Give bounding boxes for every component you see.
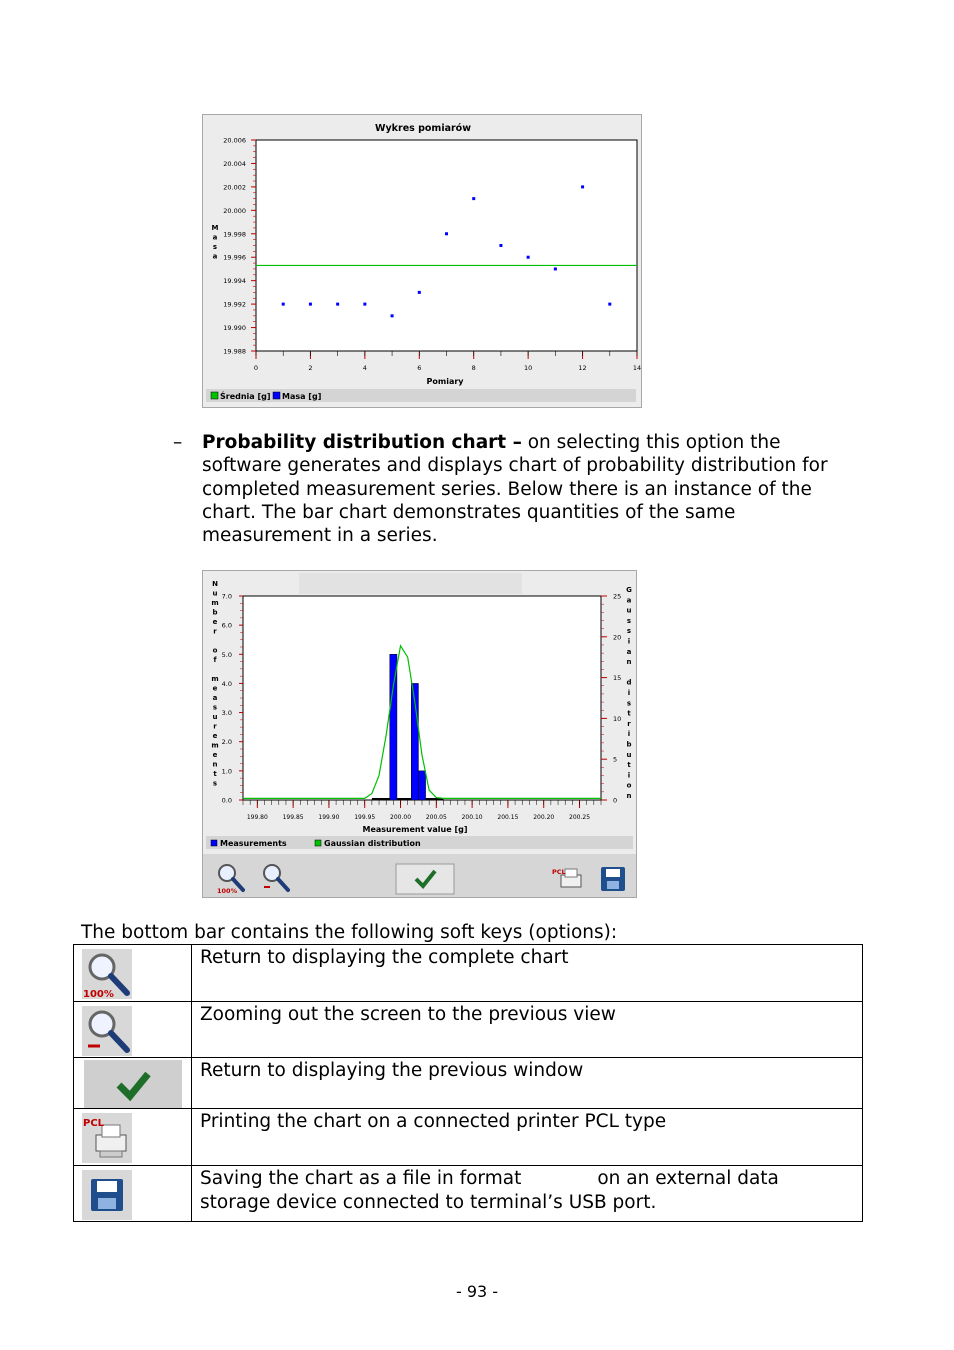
chart2-y-right-label-char: r <box>627 719 631 728</box>
legend-swatch-mass <box>273 392 280 399</box>
key-desc-save: Saving the chart as a file in format on an external data storage device connected to terminal’s USB port. <box>192 1166 863 1222</box>
measurement-bar <box>418 771 425 800</box>
chart2-y-right-tick-label: 25 <box>613 592 622 601</box>
bullet-dash: – <box>173 432 183 453</box>
mass-point <box>581 185 584 188</box>
table-row <box>74 1002 863 1058</box>
chart1-y-tick-label: 19.994 <box>223 277 246 286</box>
chart1-y-axis-label-char: s <box>212 243 218 251</box>
chart2-x-axis-label: Measurement value [g] <box>362 825 468 834</box>
legend-label-mean: Średnia [g] <box>220 392 271 401</box>
table-row <box>74 1109 863 1166</box>
chart1-x-tick-label: 10 <box>524 364 533 372</box>
chart1-x-tick-label: 8 <box>471 364 476 372</box>
mass-point <box>391 314 394 317</box>
pcl-label: PCL <box>552 868 566 876</box>
chart2-y-left-label-char: m <box>211 741 219 750</box>
printer-pcl-icon <box>82 1113 132 1163</box>
chart2-y-left-label-char: e <box>212 732 218 740</box>
chart2-x-tick-label: 199.80 <box>246 814 268 821</box>
chart2-y-right-label-char: o <box>626 781 632 790</box>
mass-point <box>282 303 285 306</box>
chart2-y-right-label-char: i <box>627 637 631 646</box>
chart2-title-area <box>299 573 522 594</box>
chart2-y-left-label-char: o <box>212 646 218 655</box>
chart2-x-tick-label: 199.90 <box>318 814 340 821</box>
measurement-chart <box>203 115 641 407</box>
chart2-y-left-label-char: u <box>212 589 218 598</box>
chart2-y-left-label-char: b <box>212 608 218 617</box>
chart2-y-right-label-char: a <box>626 596 632 605</box>
chart2-plot-area <box>243 596 601 800</box>
chart1-x-tick-label: 2 <box>308 364 313 372</box>
key-desc-back: Return to displaying the previous window <box>192 1058 863 1109</box>
key-desc-print: Printing the chart on a connected printer PCL type <box>192 1109 863 1166</box>
chart2-x-tick-label: 200.05 <box>425 814 447 821</box>
chart2-y-left-tick-label: 7.0 <box>221 592 232 601</box>
key-desc-zoom-out: Zooming out the screen to the previous view <box>192 1002 863 1058</box>
chart2-y-right-label-char: i <box>627 730 631 739</box>
chart2-y-left-tick-label: 1.0 <box>221 767 232 776</box>
chart2-y-left-label-char: s <box>212 779 218 788</box>
chart2-y-right-tick-label: 0 <box>613 796 618 805</box>
chart2-y-left-label-char: n <box>212 760 218 769</box>
chart2-x-tick-label: 200.20 <box>533 814 555 821</box>
legend-label-mass: Masa [g] <box>282 392 322 401</box>
chart2-x-tick-label: 200.15 <box>497 814 519 821</box>
chart2-y-right-label-char: u <box>626 606 632 615</box>
chart2-y-right-label-char: u <box>626 750 632 759</box>
mass-point <box>499 244 502 247</box>
chart1-y-axis-label-char: M <box>211 224 219 232</box>
chart2-y-right-label-char: n <box>626 658 632 667</box>
chart1-x-tick-label: 4 <box>362 364 367 372</box>
legend-swatch-measurements <box>211 840 217 846</box>
chart2-x-tick-label: 199.85 <box>282 814 304 821</box>
mass-point <box>363 303 366 306</box>
mass-point <box>445 232 448 235</box>
chart2-y-right-label-char: s <box>626 616 632 625</box>
chart2-y-left-label-char: e <box>212 618 218 626</box>
measurement-bar <box>390 654 397 800</box>
chart2-y-left-label-char: a <box>212 694 218 702</box>
probability-chart-text: on selecting this option the software generates and displays chart of probability distribution for completed measurement series. Below there is an instance of the chart. The bar chart demonstrates quantities of the same measurement in a series. <box>202 432 828 547</box>
legend-label-measurements: Measurements <box>220 839 287 848</box>
chart2-x-tick-label: 199.95 <box>354 814 376 821</box>
chart2-y-left-label-char: s <box>212 703 218 712</box>
chart2-y-right-tick-label: 10 <box>613 714 622 723</box>
page-number: - 93 - <box>455 1282 499 1301</box>
chart1-title: Wykres pomiarów <box>375 123 471 134</box>
chart1-y-tick-label: 20.000 <box>223 206 246 215</box>
mass-point <box>527 256 530 259</box>
chart2-y-left-label-char: r <box>213 627 217 636</box>
chart1-x-tick-label: 12 <box>578 364 587 372</box>
probability-chart-description <box>202 431 862 547</box>
chart2-x-tick-label: 200.25 <box>569 814 591 821</box>
probability-chart-label: Probability distribution chart – <box>202 432 522 453</box>
chart2-y-right-label-char: t <box>627 709 631 718</box>
mass-point <box>472 197 475 200</box>
chart2-y-left-label-char: t <box>213 770 217 778</box>
svg-text:PCL: PCL <box>83 1118 105 1129</box>
chart2-y-left-label-char: N <box>212 580 218 588</box>
chart2-y-left-tick-label: 5.0 <box>221 650 232 659</box>
chart2-y-right-label-char: d <box>626 678 632 687</box>
mass-point <box>418 291 421 294</box>
chart2-y-left-label-char: m <box>211 599 219 607</box>
chart2-y-left-tick-label: 3.0 <box>221 709 232 718</box>
probability-chart <box>203 571 636 897</box>
chart2-y-left-label-char: r <box>213 722 217 731</box>
chart2-y-left-tick-label: 2.0 <box>221 738 232 747</box>
chart1-x-tick-label: 14 <box>632 364 641 372</box>
chart2-y-right-tick-label: 5 <box>613 755 618 764</box>
key-desc-zoom-full: Return to displaying the complete chart <box>192 945 863 1002</box>
chart1-x-axis-label: Pomiary <box>426 377 464 386</box>
table-row <box>74 945 863 1002</box>
chart2-y-left-label-char: e <box>212 684 218 693</box>
mass-point <box>336 303 339 306</box>
chart1-y-axis-label-char: a <box>212 252 218 261</box>
table-row <box>74 1166 863 1222</box>
chart1-plot-area <box>256 140 637 351</box>
chart2-x-tick-label: 200.10 <box>461 814 483 821</box>
zoom-full-label: 100% <box>217 887 238 895</box>
chart2-y-left-tick-label: 4.0 <box>221 679 232 688</box>
probability-chart-panel <box>202 570 637 898</box>
measurement-chart-panel <box>202 114 642 408</box>
chart1-y-tick-label: 19.988 <box>223 347 246 356</box>
zoom-out-icon <box>82 1006 132 1056</box>
chart2-y-right-label-char: s <box>626 627 632 636</box>
chart1-y-tick-label: 20.004 <box>223 159 246 168</box>
chart1-y-tick-label: 19.990 <box>223 324 246 333</box>
save-button[interactable] <box>601 867 625 891</box>
chart1-y-tick-label: 19.992 <box>223 300 246 309</box>
chart2-y-left-label-char: f <box>213 656 217 664</box>
chart2-y-right-tick-label: 15 <box>613 674 622 683</box>
chart1-y-tick-label: 20.002 <box>223 183 246 192</box>
chart2-y-right-label-char: i <box>627 771 631 780</box>
chart2-y-right-label-char: b <box>626 740 632 749</box>
chart2-y-left-label-char: u <box>212 713 218 721</box>
mass-point <box>554 267 557 270</box>
chart1-y-axis-label-char: a <box>212 233 218 242</box>
chart2-y-left-label-char: m <box>211 675 219 683</box>
legend-label-gaussian: Gaussian distribution <box>324 839 421 848</box>
chart2-y-right-label-char: G <box>626 586 632 594</box>
legend-swatch-gaussian <box>315 840 321 846</box>
chart2-y-right-label-char: i <box>627 689 631 697</box>
mass-point <box>608 303 611 306</box>
chart2-y-left-tick-label: 0.0 <box>221 796 232 805</box>
chart2-y-right-label-char: s <box>626 699 632 708</box>
table-row <box>74 1058 863 1109</box>
soft-keys-intro: The bottom bar contains the following soft keys (options): <box>81 922 618 943</box>
confirm-button[interactable] <box>396 864 454 894</box>
floppy-save-icon <box>82 1170 132 1220</box>
chart1-x-tick-label: 6 <box>417 364 422 372</box>
mass-point <box>309 303 312 306</box>
chart2-y-right-tick-label: 20 <box>613 633 622 642</box>
zoom-100-icon <box>82 949 132 999</box>
svg-text:100%: 100% <box>83 989 114 999</box>
chart2-y-left-label-char: e <box>212 751 218 759</box>
chart2-x-tick-label: 200.00 <box>390 814 412 821</box>
chart2-y-left-tick-label: 6.0 <box>221 621 232 630</box>
soft-keys-table <box>73 944 863 1222</box>
chart1-y-tick-label: 20.006 <box>223 136 246 145</box>
checkmark-icon <box>84 1060 182 1108</box>
chart2-y-right-label-char: t <box>627 761 631 770</box>
chart2-y-right-label-char: n <box>626 792 632 800</box>
chart2-y-right-label-char: a <box>626 647 632 656</box>
legend-swatch-mean <box>211 392 218 399</box>
chart1-x-tick-label: 0 <box>253 364 259 372</box>
chart1-y-tick-label: 19.998 <box>223 230 246 239</box>
chart1-y-tick-label: 19.996 <box>223 253 246 262</box>
